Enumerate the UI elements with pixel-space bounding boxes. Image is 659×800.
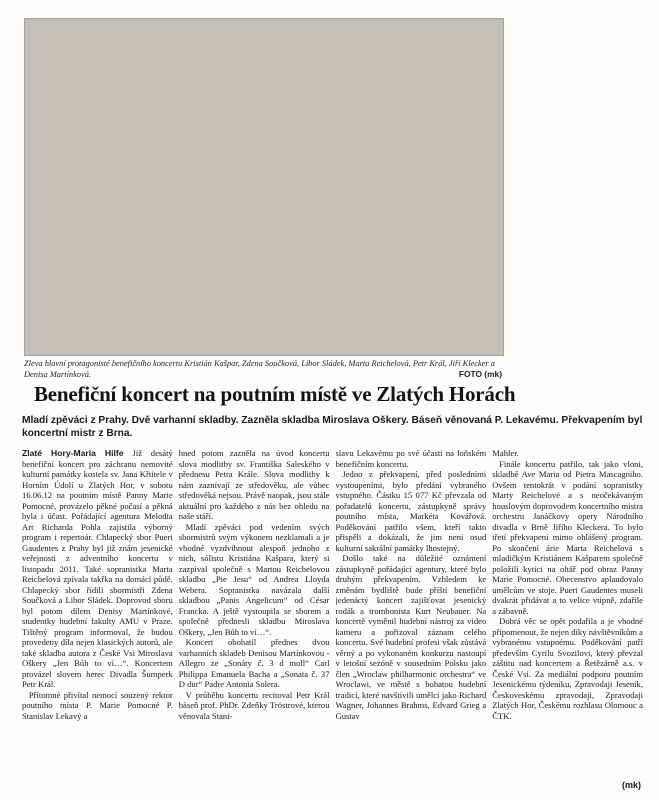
paragraph-text: Finále koncertu patřilo, tak jako vloni, skladbě Ave Maria od Pietra Mascagniho. Ovšem tentokrát v podání sopranistky Marty Reichelové a s neočekávaným houslovým doprovodem koncertního mistra orchestru Janáčkovy opery Národního divadla v Brně Jiřího Kleckera. To bylo třetí překvapení mimo ohlášený program. Po skončení árie Marta Reichelová s mladičkým Kristiánem Kašparem společně položili kytici na oltář pod obraz Panny Marie Pomocné. Obecenstvo aplaudovalo umělcům ve stoje. Pueri Gaudentes museli dvakrát přidávat a to velice vtipně, zdařile a zábavně. [492,458,643,616]
paragraph [179,690,330,722]
paragraph [336,469,487,553]
paragraph-text: Mahler. [492,448,519,458]
paragraph-text: Koncert obohatil přednes dvou varhanních skladeb Denisou Martínkovou - Allegro ze „Sonáty č. 3 d moll“ Carl Philippa Emanuela Bacha a „Sonata č. 37 D dur“ Padre Antonia Solera. [178,637,330,689]
paragraph [179,522,330,638]
column-3 [336,448,487,784]
paragraph-text: Došlo také na důležité oznámení zástupkyně pořádající agentury, které bylo druhým překvapením. Vzhledem ke změnám bydliště bude příští benefiční jedenáctý koncert zajišťovat jesenický rodák a trombonista Kurt Neubauer. Na koncertě vyměnil hudební nástroj za video kameru a pořizoval záznam celého koncertu. Své hudební profesi však zůstává věrný a po vykonaném konkurzu nastoupí v letošní sezóně v sousedním Polsku jako člen „Wroclaw philharmonic orchestra“ ve Wroclawi, ve městě s bohatou hudební tradicí, které navštívili umělci jako Richard Wagner, Johannes Brahms, Edvard Grieg a Gustav [335,553,487,721]
paragraph [22,690,173,722]
caption-text: Zleva hlavní protagonisté benefičního koncertu Kristián Kašpar, Zdena Součková, Libor Sládek, Marta Reichelová, Petr Král, Jiří Klecker a Denisa Martínková. [24,359,495,379]
paragraph-text: Jedno z překvapení, před posledními vystoupeními, bylo předání vybraného vstupného. Částku 15 077 Kč převzala od pořadatelů koncertu, zástupkyně správy poutního místa, Markéta Kovářová. Poděkování patřilo všem, kteří takto přispěli a dokázali, že jim není osud kulturní sakrální památky lhostejný. [335,469,487,553]
article-body [22,448,643,784]
paragraph-text: slavu Lekavému po své účasti na loňském benefičním koncertu. [335,448,487,469]
column-2 [179,448,330,784]
paragraph-text: Již desátý benefiční koncert pro záchranu nemovité kulturní památky kostela sv. Jana Křtitele v Horním Údolí u Zlatých Hor, v sobotu 16.06.12 na poutním místě Panny Marie Pomocné, provázelo pěkné počasí a pěkná byla i účast. Pořádající agentura Melodia Art Richarda Pohla zajistila výborný program i repertoár. Chlapecký sbor Pueri Gaudentes z Prahy byl již znám jesenické veřejnosti z adventního koncertu v listopadu 2011. Také sopranistka Marta Reichelová zpívala takřka na domácí půdě. Chlapecký sbor řídili sbormistři Zdena Součková a Libor Sládek. Doprovod sboru byl potom dílem Denisy Martínkové, studentky hudební fakulty AMU v Praze. Tištěný program informoval, že budou provedeny díla nejen klasických autorů, ale také skladba autora z České Vsi Miroslava Oškery „Jen Bůh to ví…“. Koncertem provázel slovem herec Divadla Šumperk Petr Král. [22,448,173,689]
paragraph [492,459,643,617]
column-4 [492,448,643,784]
paragraph [179,448,330,522]
paragraph [179,637,330,690]
article-headline: Benefiční koncert na poutním místě ve Zlatých Horách [34,382,516,406]
paragraph [336,553,487,721]
paragraph-text: V průběhu koncertu recitoval Petr Král báseň prof. PhDr. Zdeňky Tröstrové, kterou věnovala Stani- [178,689,330,721]
paragraph [336,448,487,469]
paragraph [492,616,643,721]
dateline: Zlaté Hory-Maria Hilfe [22,448,133,458]
column-1 [22,448,173,784]
author-signature: (mk) [621,780,641,790]
paragraph [492,448,643,459]
paragraph-text: Dobrá věc se opět podařila a je vhodné připomenout, že nejen díky návštěvníkům a vybranému vstupnému. Poděkování patří především Cyrilu Svozilovi, který převzal záštitu nad koncertem a Řetězárně a.s. v České Vsi. Za mediální podporu poutním Jesenickému týdeníku, Zpravodaji Jeseník, Českoveskému zpravodaji, Zpravodaji Zlatých Hor, Českému rozhlasu Olomouc a ČTK. [492,616,643,721]
paragraph-text: hned potom zazněla na úvod koncertu slova modlitby sv. Františka Saleského v přednesu Petra Krále. Slova modlitby k nám zaznívají ze středověku, ale vůbec středověká nejsou. Právě naopak, jsou stále aktuální pro každého z nás bez ohledu na naše stáří. [178,448,330,521]
paragraph-text: Mladí zpěváci pod vedením svých sbormistrů svým výkonem nezklamali a je vhodné vyzdvihnout alespoň jednoho z nich, sólistu Kristiána Kašpara, který si zazpíval společně s Martou Reichelovou skladbu „Pie Jesu“ od Andrea Lloyda Webera. Sopranistka navázala další skladbou „Panis Angelicum“ od César Francka. A ještě vystoupila se sborem a společně přednesli skladbu Miroslava Oškery, „Jen Bůh to ví…“. [178,521,330,637]
paragraph-text: Přítomné přivítal nemocí souzený rektor poutního místa P. Marie Pomocné P. Stanislav Lekavý a [22,689,173,721]
newspaper-clipping [14,16,647,792]
article-lead: Mladí zpěváci z Prahy. Dvě varhanní skladby. Zazněla skladba Miroslava Oškery. Báseň věnovaná P. Lekavému. Překvapením byl koncertní mistr z Brna. [22,415,643,439]
event-photo [24,18,504,356]
paragraph [22,448,173,690]
photo-caption [24,358,504,380]
photo-credit: FOTO (mk) [458,369,502,379]
